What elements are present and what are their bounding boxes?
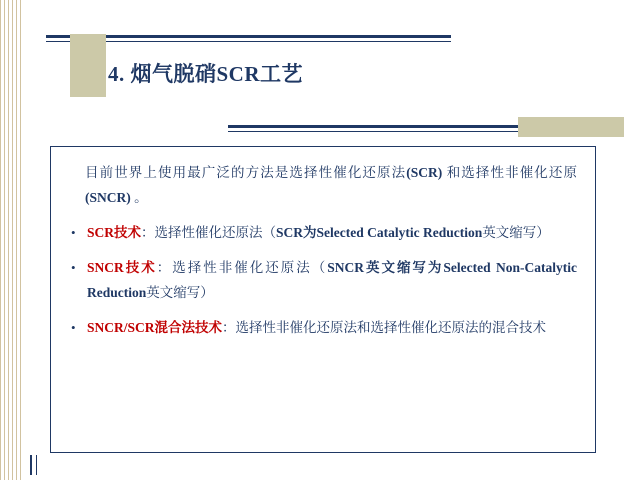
bullet-text-bold: SCR为Selected Catalytic Reduction — [276, 224, 483, 240]
content-body — [51, 147, 595, 341]
bullet-marker: • — [71, 224, 76, 240]
bottom-left-rule-thick — [30, 455, 32, 475]
bullet-content — [87, 221, 577, 246]
title-rule-thick — [46, 35, 451, 38]
bullet-highlight: SNCR/SCR混合法技术 — [87, 319, 223, 335]
list-item — [69, 316, 577, 341]
mid-rule-thick — [228, 125, 518, 128]
left-stripe-decoration — [0, 0, 22, 480]
intro-text-part3: 和选择性非催化还原 — [442, 165, 578, 180]
bullet-marker: • — [71, 319, 76, 335]
content-box — [50, 146, 596, 453]
intro-paragraph — [69, 161, 577, 211]
list-item — [69, 221, 577, 246]
bullet-marker: • — [71, 259, 76, 275]
right-accent-block — [518, 117, 624, 137]
bullet-highlight: SCR技术 — [87, 224, 142, 240]
bullet-highlight: SNCR技术 — [87, 259, 157, 275]
bullet-text-a: 选择性非催化还原法和选择性催化还原法的混合技术 — [235, 319, 547, 335]
mid-rule-thin — [228, 131, 518, 132]
bullet-text-b: 英文缩写） — [146, 284, 214, 300]
intro-text-part5: 。 — [130, 189, 148, 205]
title-rule-thin — [46, 41, 451, 42]
bottom-left-rule-thin — [36, 455, 37, 475]
bullet-separator: ： — [222, 319, 236, 335]
bullet-text-bold: SNCR英文缩写为Selected Non-Catalytic Reduction — [87, 259, 578, 300]
bullet-text-a: 选择性催化还原法（ — [154, 224, 277, 240]
title-accent-block — [70, 34, 106, 97]
page-title: 4. 烟气脱硝SCR工艺 — [108, 62, 304, 86]
bullet-separator: ： — [141, 224, 155, 240]
bullet-content — [87, 256, 577, 306]
list-item — [69, 256, 577, 306]
bullet-content — [87, 316, 577, 341]
bullet-separator: ： — [156, 259, 173, 275]
intro-text-scr: (SCR) — [406, 165, 443, 180]
intro-text-part1: 目前世界上使用最广泛的方法是选择性催化还原法 — [85, 165, 407, 180]
intro-text-sncr: (SNCR) — [85, 189, 131, 205]
bullet-text-b: 英文缩写） — [482, 224, 550, 240]
bullet-text-a: 选择性非催化还原法（ — [172, 259, 328, 275]
